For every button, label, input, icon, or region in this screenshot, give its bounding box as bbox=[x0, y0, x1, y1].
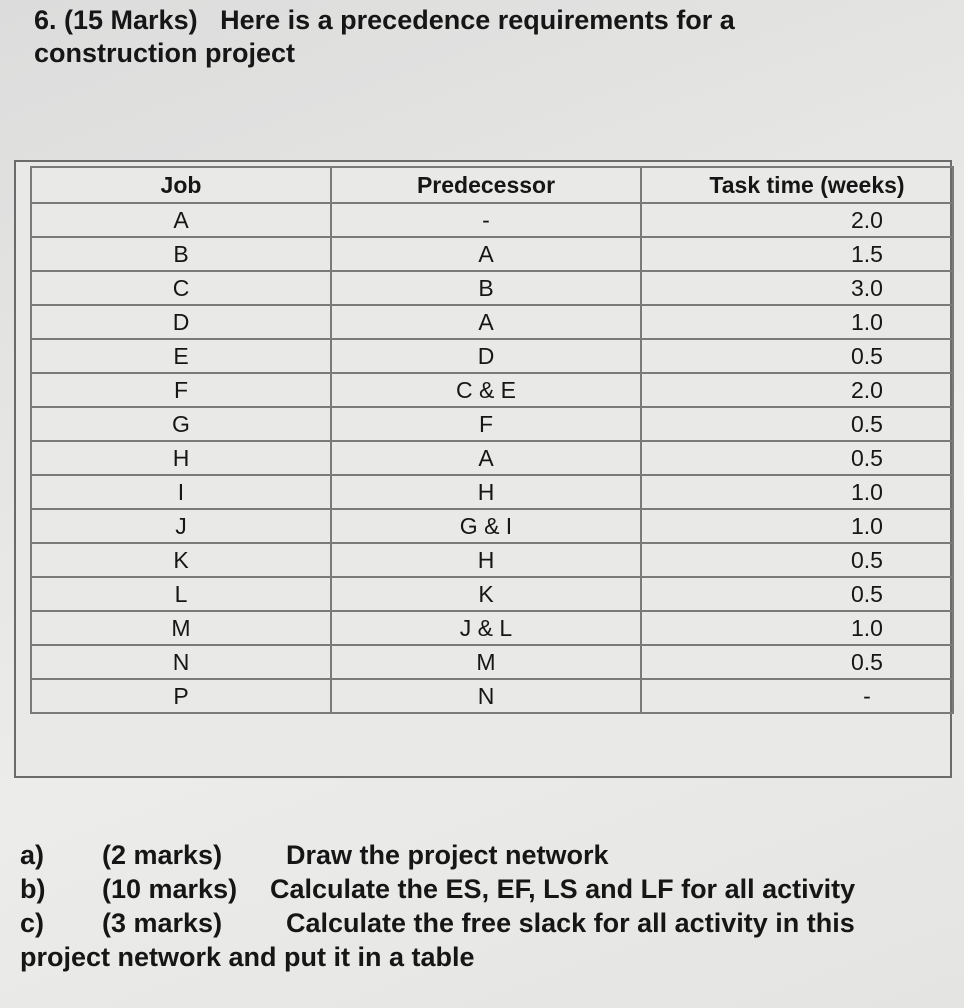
header-job: Job bbox=[31, 167, 331, 203]
task-time-cell: 1.0 bbox=[641, 509, 953, 543]
table-row bbox=[31, 679, 953, 713]
job-cell: D bbox=[31, 305, 331, 339]
job-cell: C bbox=[31, 271, 331, 305]
task-time-cell: 1.0 bbox=[641, 475, 953, 509]
job-cell: I bbox=[31, 475, 331, 509]
predecessor-cell: H bbox=[331, 543, 641, 577]
predecessor-cell: C & E bbox=[331, 373, 641, 407]
question-parts bbox=[20, 838, 950, 974]
predecessor-cell: - bbox=[331, 203, 641, 237]
table-row bbox=[31, 509, 953, 543]
job-cell: H bbox=[31, 441, 331, 475]
part-b bbox=[20, 872, 950, 906]
task-time-cell: 2.0 bbox=[641, 373, 953, 407]
table-row bbox=[31, 441, 953, 475]
predecessor-cell: F bbox=[331, 407, 641, 441]
predecessor-cell: A bbox=[331, 441, 641, 475]
task-time-cell: - bbox=[641, 679, 953, 713]
part-a bbox=[20, 838, 950, 872]
part-c-label: c) bbox=[20, 908, 45, 938]
part-a-text: Draw the project network bbox=[286, 840, 609, 870]
task-time-cell: 0.5 bbox=[641, 645, 953, 679]
table-row bbox=[31, 203, 953, 237]
job-cell: K bbox=[31, 543, 331, 577]
table-row bbox=[31, 407, 953, 441]
job-cell: B bbox=[31, 237, 331, 271]
table-row bbox=[31, 271, 953, 305]
predecessor-cell: D bbox=[331, 339, 641, 373]
predecessor-cell: B bbox=[331, 271, 641, 305]
part-b-label: b) bbox=[20, 874, 46, 904]
table-row bbox=[31, 543, 953, 577]
task-time-cell: 0.5 bbox=[641, 339, 953, 373]
task-time-cell: 2.0 bbox=[641, 203, 953, 237]
task-time-cell: 3.0 bbox=[641, 271, 953, 305]
part-c-continuation: project network and put it in a table bbox=[20, 942, 475, 972]
part-b-text: Calculate the ES, EF, LS and LF for all activity bbox=[270, 874, 856, 904]
table-row bbox=[31, 373, 953, 407]
table-row bbox=[31, 475, 953, 509]
task-time-cell: 0.5 bbox=[641, 407, 953, 441]
table-row bbox=[31, 339, 953, 373]
table-row bbox=[31, 645, 953, 679]
title-line-1: 6. (15 Marks) Here is a precedence requirements for a bbox=[34, 5, 735, 35]
task-time-cell: 0.5 bbox=[641, 577, 953, 611]
part-c-text: Calculate the free slack for all activity in this bbox=[286, 908, 855, 938]
job-cell: L bbox=[31, 577, 331, 611]
table-row bbox=[31, 305, 953, 339]
precedence-table-frame bbox=[14, 160, 952, 778]
part-c bbox=[20, 906, 950, 940]
predecessor-cell: M bbox=[331, 645, 641, 679]
precedence-table bbox=[30, 166, 954, 714]
part-a-label: a) bbox=[20, 840, 45, 870]
task-time-cell: 1.0 bbox=[641, 305, 953, 339]
title-line-2: construction project bbox=[34, 38, 296, 68]
job-cell: F bbox=[31, 373, 331, 407]
job-cell: A bbox=[31, 203, 331, 237]
task-time-cell: 0.5 bbox=[641, 441, 953, 475]
table-row bbox=[31, 237, 953, 271]
job-cell: M bbox=[31, 611, 331, 645]
task-time-cell: 0.5 bbox=[641, 543, 953, 577]
task-time-cell: 1.0 bbox=[641, 611, 953, 645]
header-predecessor: Predecessor bbox=[331, 167, 641, 203]
predecessor-cell: A bbox=[331, 237, 641, 271]
part-c-marks: (3 marks) bbox=[102, 908, 223, 938]
task-time-cell: 1.5 bbox=[641, 237, 953, 271]
question-title bbox=[34, 4, 934, 70]
table-header-row bbox=[31, 167, 953, 203]
job-cell: E bbox=[31, 339, 331, 373]
job-cell: P bbox=[31, 679, 331, 713]
predecessor-cell: A bbox=[331, 305, 641, 339]
predecessor-cell: H bbox=[331, 475, 641, 509]
predecessor-cell: J & L bbox=[331, 611, 641, 645]
predecessor-cell: K bbox=[331, 577, 641, 611]
header-task-time: Task time (weeks) bbox=[641, 167, 953, 203]
part-a-marks: (2 marks) bbox=[102, 840, 223, 870]
part-b-marks: (10 marks) bbox=[102, 874, 238, 904]
table-row bbox=[31, 611, 953, 645]
table-row bbox=[31, 577, 953, 611]
predecessor-cell: N bbox=[331, 679, 641, 713]
job-cell: J bbox=[31, 509, 331, 543]
job-cell: N bbox=[31, 645, 331, 679]
job-cell: G bbox=[31, 407, 331, 441]
predecessor-cell: G & I bbox=[331, 509, 641, 543]
